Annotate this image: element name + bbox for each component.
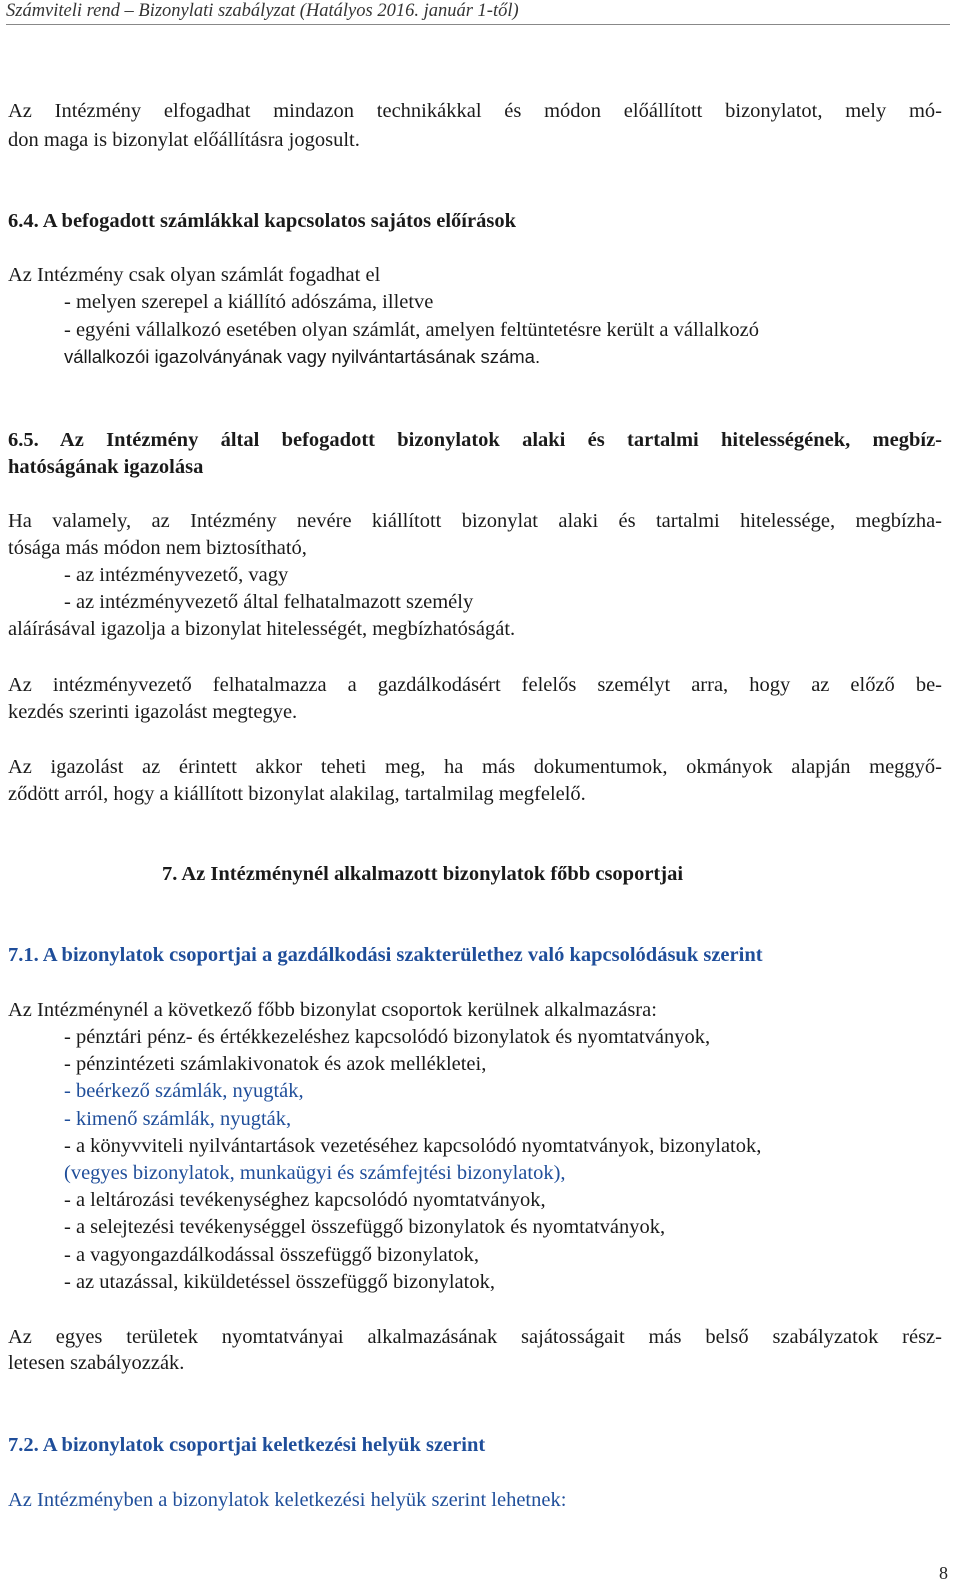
section-6-5-item: - az intézményvezető, vagy [64, 564, 289, 586]
section-7-1-list-item: - kimenő számlák, nyugták, [64, 1108, 292, 1130]
section-7-1-closing-line-2: letesen szabályozzák. [8, 1352, 185, 1374]
section-6-4-lead: Az Intézmény csak olyan számlát fogadhat el [8, 264, 381, 286]
section-6-5-heading-line-2: hatóságának igazolása [8, 456, 204, 478]
section-6-5-para-1-line-1: Ha valamely, az Intézmény nevére kiállított bizonylat alaki és tartalmi hitelessége, megbízha- [8, 510, 942, 532]
section-6-5-para-2-line-2: kezdés szerinti igazolást megtegye. [8, 701, 298, 723]
section-7-1-closing-line-1: Az egyes területek nyomtatványai alkalmazásának sajátosságait más belső szabályzatok rész- [8, 1326, 942, 1348]
section-6-5-para-1-end: aláírásával igazolja a bizonylat hitelességét, megbízhatóságát. [8, 618, 516, 640]
intro-line-1: Az Intézmény elfogadhat mindazon technikákkal és módon előállított bizonylatot, mely mó- [8, 100, 942, 122]
section-6-4-item: - melyen szerepel a kiállító adószáma, illetve [64, 291, 434, 313]
section-6-5-para-3-line-1: Az igazolást az érintett akkor teheti meg, ha más dokumentumok, okmányok alapján meggyő- [8, 756, 942, 778]
section-7-2-lead: Az Intézményben a bizonylatok keletkezési helyük szerint lehetnek: [8, 1489, 567, 1511]
section-7-1-list-item: - pénzintézeti számlakivonatok és azok mellékletei, [64, 1053, 487, 1075]
section-7-1-list-item: (vegyes bizonylatok, munkaügyi és számfejtési bizonylatok), [64, 1162, 566, 1184]
section-7-1-list-item: - pénztári pénz- és értékkezeléshez kapcsolódó bizonylatok és nyomtatványok, [64, 1026, 711, 1048]
section-7-1-list-item: - a leltározási tevékenységhez kapcsolódó nyomtatványok, [64, 1189, 546, 1211]
section-6-4-heading: 6.4. A befogadott számlákkal kapcsolatos sajátos előírások [8, 210, 516, 232]
section-7-1-list-item: - a vagyongazdálkodással összefüggő bizonylatok, [64, 1244, 480, 1266]
section-6-5-item: - az intézményvezető által felhatalmazott személy [64, 591, 474, 613]
section-6-5-para-2-line-1: Az intézményvezető felhatalmazza a gazdálkodásért felelős személyt arra, hogy az előző be- [8, 674, 942, 696]
section-6-4-continuation: vállalkozói igazolványának vagy nyilvántartásának száma. [64, 346, 541, 367]
section-7-1-list-item: - beérkező számlák, nyugták, [64, 1080, 304, 1102]
section-7-1-heading: 7.1. A bizonylatok csoportjai a gazdálkodási szakterülethez való kapcsolódásuk szerint [8, 944, 763, 966]
page-number: 8 [939, 1563, 948, 1583]
section-7-1-list-item: - a könyvviteli nyilvántartások vezetéséhez kapcsolódó nyomtatványok, bizonylatok, [64, 1135, 762, 1157]
section-7-1-lead: Az Intézménynél a következő főbb bizonylat csoportok kerülnek alkalmazásra: [8, 999, 657, 1021]
section-7-heading: 7. Az Intézménynél alkalmazott bizonylatok főbb csoportjai [162, 863, 684, 885]
section-6-4-item: - egyéni vállalkozó esetében olyan számlát, amelyen feltüntetésre került a vállalkozó [64, 319, 759, 341]
section-6-5-heading-line-1: 6.5. Az Intézmény által befogadott bizonylatok alaki és tartalmi hitelességének, megbíz- [8, 429, 942, 451]
running-header: Számviteli rend – Bizonylati szabályzat (Hatályos 2016. január 1-től) [6, 0, 950, 25]
section-7-1-list-item: - a selejtezési tevékenységgel összefüggő bizonylatok és nyomtatványok, [64, 1216, 666, 1238]
section-7-2-heading: 7.2. A bizonylatok csoportjai keletkezési helyük szerint [8, 1434, 486, 1456]
intro-line-2: don maga is bizonylat előállításra jogosult. [8, 129, 360, 151]
section-7-1-list-item: - az utazással, kiküldetéssel összefüggő bizonylatok, [64, 1271, 495, 1293]
section-6-5-para-1-line-2: tósága más módon nem biztosítható, [8, 537, 307, 559]
section-6-5-para-3-line-2: ződött arról, hogy a kiállított bizonylat alakilag, tartalmilag megfelelő. [8, 783, 586, 805]
